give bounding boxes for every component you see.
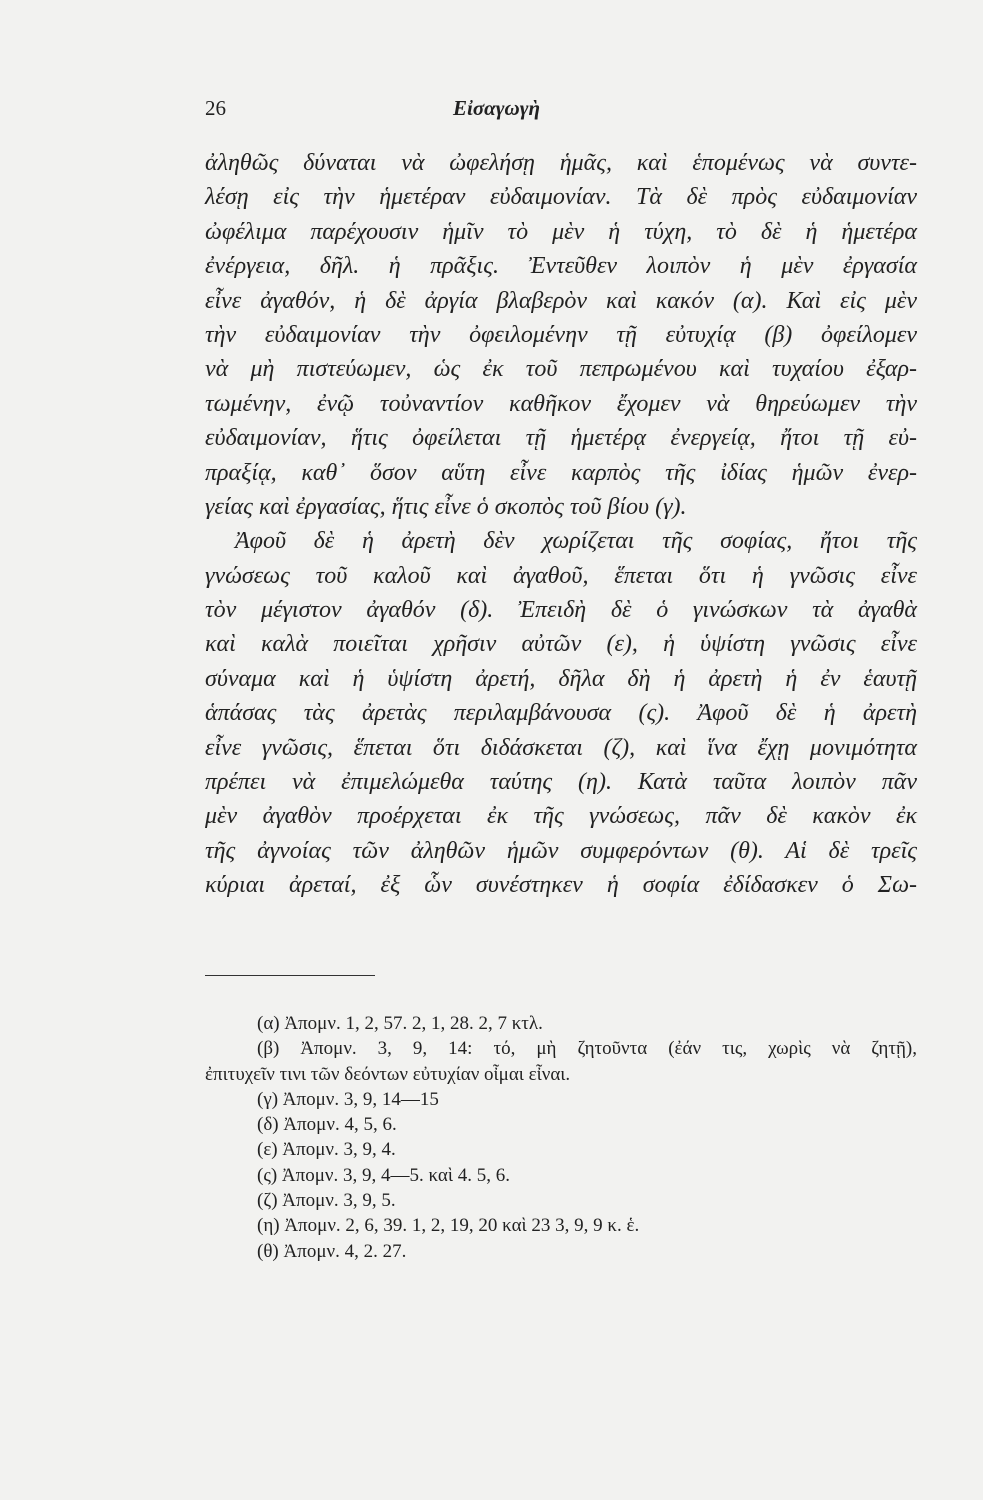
text-line: σύναμα καὶ ἡ ὑψίστη ἀρετή, δῆλα δὴ ἡ ἀρετὴ ἡ ἐν ἑαυτῇ: [205, 665, 917, 692]
footnote: (β) Ἀπομν. 3, 9, 14: τό, μὴ ζητοῦντα (ἐάν τις, χωρὶς νὰ ζητῇ),: [257, 1038, 917, 1060]
text-line: καὶ καλὰ ποιεῖται χρῆσιν αὐτῶν (ε), ἡ ὑψίστη γνῶσις εἶνε: [205, 631, 917, 658]
text-line: ἐνέργεια, δῆλ. ἡ πρᾶξις. Ἐντεῦθεν λοιπὸν ἡ μὲν ἐργασία: [205, 253, 917, 280]
text-line: τῆς ἀγνοίας τῶν ἀληθῶν ἡμῶν συμφερόντων (θ). Αἱ δὲ τρεῖς: [205, 837, 917, 864]
page-header: [205, 96, 788, 126]
text-line: τὸν μέγιστον ἀγαθόν (δ). Ἐπειδὴ δὲ ὁ γινώσκων τὰ ἀγαθὰ: [205, 597, 917, 624]
text-line: λέσῃ εἰς τὴν ἡμετέραν εὐδαιμονίαν. Τὰ δὲ πρὸς εὐδαιμονίαν: [205, 184, 917, 211]
footnotes: [205, 1011, 917, 1264]
text-line: μὲν ἀγαθὸν προέρχεται ἐκ τῆς γνώσεως, πᾶν δὲ κακὸν ἐκ: [205, 803, 917, 830]
footnote: (η) Ἀπομν. 2, 6, 39. 1, 2, 19, 20 καὶ 23 3, 9, 9 κ. ἑ.: [257, 1215, 640, 1237]
text-line: γείας καὶ ἐργασίας, ἥτις εἶνε ὁ σκοπὸς τοῦ βίου (γ).: [205, 493, 687, 520]
running-title: Εἰσαγωγὴ: [453, 96, 540, 120]
footnote-divider: [205, 975, 375, 976]
text-line: ἀληθῶς δύναται νὰ ὠφελήσῃ ἡμᾶς, καὶ ἑπομένως νὰ συντε-: [205, 150, 917, 176]
text-line: νὰ μὴ πιστεύωμεν, ὡς ἐκ τοῦ πεπρωμένου καὶ τυχαίου ἐξαρ-: [205, 356, 917, 383]
text-line: εὐδαιμονίαν, ἥτις ὀφείλεται τῇ ἡμετέρᾳ ἐνεργείᾳ, ἤτοι τῇ εὐ-: [205, 425, 917, 452]
text-line: τὴν εὐδαιμονίαν τὴν ὀφειλομένην τῇ εὐτυχίᾳ (β) ὀφείλομεν: [205, 321, 917, 348]
text-line: Ἀφοῦ δὲ ἡ ἀρετὴ δὲν χωρίζεται τῆς σοφίας, ἤτοι τῆς: [235, 528, 917, 555]
footnote: (δ) Ἀπομν. 4, 5, 6.: [257, 1114, 397, 1136]
page-number: 26: [205, 96, 226, 120]
footnote: (θ) Ἀπομν. 4, 2. 27.: [257, 1240, 407, 1262]
footnote: (γ) Ἀπομν. 3, 9, 14—15: [257, 1088, 439, 1110]
body-text: [205, 146, 917, 903]
footnote: (α) Ἀπομν. 1, 2, 57. 2, 1, 28. 2, 7 κτλ.: [257, 1013, 543, 1034]
footnote: (ς) Ἀπομν. 3, 9, 4—5. καὶ 4. 5, 6.: [257, 1164, 510, 1186]
footnote: (ε) Ἀπομν. 3, 9, 4.: [257, 1139, 396, 1161]
text-line: εἶνε ἀγαθόν, ἡ δὲ ἀργία βλαβερὸν καὶ κακόν (α). Καὶ εἰς μὲν: [205, 287, 917, 314]
text-line: κύριαι ἀρεταί, ἐξ ὧν συνέστηκεν ἡ σοφία ἐδίδασκεν ὁ Σω-: [205, 872, 917, 899]
text-line: ἁπάσας τὰς ἀρετὰς περιλαμβάνουσα (ς). Ἀφοῦ δὲ ἡ ἀρετὴ: [205, 700, 917, 727]
footnote: (ζ) Ἀπομν. 3, 9, 5.: [257, 1190, 396, 1212]
text-line: τωμένην, ἐνῷ τοὐναντίον καθῆκον ἔχομεν νὰ θηρεύωμεν τὴν: [205, 390, 917, 417]
text-line: πρέπει νὰ ἐπιμελώμεθα ταύτης (η). Κατὰ ταῦτα λοιπὸν πᾶν: [205, 769, 917, 796]
footnote-continuation: ἐπιτυχεῖν τινι τῶν δεόντων εὐτυχίαν οἶμαι εἶναι.: [205, 1063, 571, 1085]
text-line: πραξίᾳ, καθ᾽ ὅσον αὕτη εἶνε καρπὸς τῆς ἰδίας ἡμῶν ἐνερ-: [205, 459, 917, 486]
text-line: εἶνε γνῶσις, ἕπεται ὅτι διδάσκεται (ζ), καὶ ἵνα ἔχῃ μονιμότητα: [205, 734, 917, 761]
text-line: γνώσεως τοῦ καλοῦ καὶ ἀγαθοῦ, ἕπεται ὅτι ἡ γνῶσις εἶνε: [205, 562, 917, 589]
text-line: ὠφέλιμα παρέχουσιν ἡμῖν τὸ μὲν ἡ τύχη, τὸ δὲ ἡ ἡμετέρα: [205, 218, 917, 245]
